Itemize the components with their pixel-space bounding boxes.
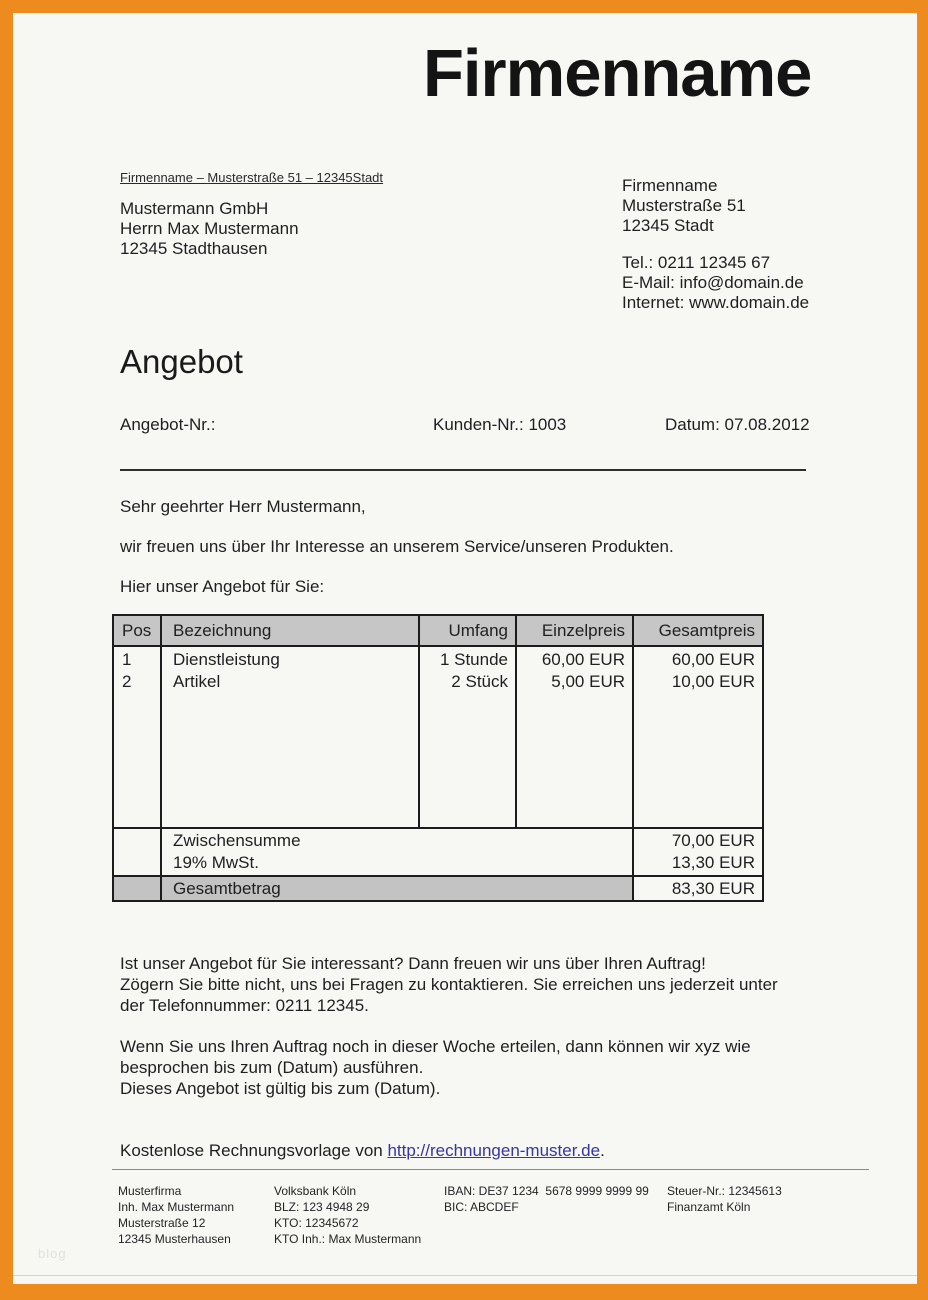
subtotal-label: Zwischensumme	[173, 831, 301, 850]
table-grand-total-row	[114, 875, 762, 900]
company-info-city: 12345 Stadt	[622, 216, 714, 235]
col-unit-price	[517, 647, 634, 827]
table-summary-section	[114, 827, 762, 875]
col-total-price	[634, 647, 762, 827]
document-sheet	[13, 13, 917, 1284]
col-qty	[420, 647, 517, 827]
vat-value: 13,30 EUR	[671, 853, 755, 872]
grand-total-value: 83,30 EUR	[671, 879, 755, 898]
row-name: Dienstleistung	[173, 650, 280, 669]
customer-number: Kunden-Nr.: 1003	[433, 415, 567, 434]
grand-total-label: Gesamtbetrag	[162, 877, 634, 900]
company-info-email: E-Mail: info@domain.de	[622, 273, 804, 292]
footer-tax-column	[667, 1183, 782, 1215]
template-credit-line	[120, 1141, 605, 1161]
company-info-block	[622, 176, 809, 313]
credit-suffix: .	[600, 1141, 605, 1160]
recipient-name: Herrn Max Mustermann	[120, 219, 299, 238]
col-pos	[114, 647, 162, 827]
recipient-company: Mustermann GmbH	[120, 199, 269, 218]
vat-label: 19% MwSt.	[173, 853, 259, 872]
grand-total-pos-spacer	[114, 877, 162, 900]
footer-line: Volksbank Köln	[274, 1184, 357, 1198]
footer-line: IBAN: DE37 1234 5678 9999 9999 99	[444, 1184, 649, 1198]
row-total-price: 60,00 EUR	[671, 650, 755, 669]
footer-line: Finanzamt Köln	[667, 1200, 751, 1214]
footer-line: Steuer-Nr.: 12345613	[667, 1184, 782, 1198]
summary-pos-spacer	[114, 829, 162, 875]
header-pos: Pos	[114, 616, 162, 645]
footer-line: 12345 Musterhausen	[118, 1232, 231, 1246]
footer-company-column	[118, 1183, 234, 1247]
scan-artifact-line	[13, 1275, 917, 1276]
company-info-web: Internet: www.domain.de	[622, 293, 810, 312]
footer-line: BLZ: 123 4948 29	[274, 1200, 370, 1214]
summary-labels	[162, 829, 634, 875]
row-pos: 1	[122, 650, 132, 669]
row-unit-price: 60,00 EUR	[541, 650, 625, 669]
company-info-phone: Tel.: 0211 12345 67	[622, 253, 771, 272]
scan-watermark: blog	[38, 1246, 67, 1261]
horizontal-divider	[120, 469, 806, 471]
template-source-link[interactable]: http://rechnungen-muster.de	[387, 1141, 601, 1160]
footer-iban-column	[444, 1183, 649, 1215]
salutation-line: Sehr geehrter Herr Mustermann,	[120, 497, 366, 516]
row-unit-price: 5,00 EUR	[551, 672, 625, 691]
closing-paragraph-2	[120, 1036, 751, 1099]
row-qty: 2 Stück	[451, 672, 508, 691]
sender-return-address: Firmenname – Musterstraße 51 – 12345Stadt	[120, 170, 384, 185]
offer-number-label: Angebot-Nr.:	[120, 415, 216, 434]
closing-paragraph-1	[120, 953, 778, 1016]
offer-items-table	[112, 614, 764, 902]
company-info-street: Musterstraße 51	[622, 196, 746, 215]
company-info-spacer	[622, 236, 809, 253]
closing-line: besprochen bis zum (Datum) ausführen.	[120, 1058, 424, 1077]
recipient-address-block	[120, 199, 299, 259]
document-meta-row	[120, 415, 810, 437]
intro-line: wir freuen uns über Ihr Interesse an unserem Service/unseren Produkten.	[120, 537, 674, 556]
footer-line: Musterstraße 12	[118, 1216, 206, 1230]
table-header-row	[114, 616, 762, 645]
header-name: Bezeichnung	[162, 616, 420, 645]
closing-line: Zögern Sie bitte nicht, uns bei Fragen zu kontaktieren. Sie erreichen uns jederzeit unter	[120, 975, 778, 994]
closing-line: der Telefonnummer: 0211 12345.	[120, 996, 369, 1015]
footer-bank-column	[274, 1183, 421, 1247]
footer-line: Inh. Max Mustermann	[118, 1200, 235, 1214]
credit-prefix: Kostenlose Rechnungsvorlage von	[120, 1141, 388, 1160]
company-info-name: Firmenname	[622, 176, 718, 195]
footer-divider	[112, 1169, 869, 1170]
col-name	[162, 647, 420, 827]
row-total-price: 10,00 EUR	[671, 672, 755, 691]
document-heading: Angebot	[120, 343, 243, 380]
row-pos: 2	[122, 672, 132, 691]
footer-line: Musterfirma	[118, 1184, 182, 1198]
document-date: Datum: 07.08.2012	[665, 415, 810, 434]
row-qty: 1 Stunde	[439, 650, 508, 669]
closing-line: Dieses Angebot ist gültig bis zum (Datum).	[120, 1079, 441, 1098]
table-body	[114, 645, 762, 827]
offer-lead-line: Hier unser Angebot für Sie:	[120, 577, 325, 596]
footer-line: KTO Inh.: Max Mustermann	[274, 1232, 422, 1246]
subtotal-value: 70,00 EUR	[671, 831, 755, 850]
recipient-city: 12345 Stadthausen	[120, 239, 268, 258]
company-title: Firmenname	[423, 36, 812, 111]
footer-line: KTO: 12345672	[274, 1216, 359, 1230]
header-unit: Einzelpreis	[517, 616, 634, 645]
closing-line: Wenn Sie uns Ihren Auftrag noch in dieser Woche erteilen, dann können wir xyz wie	[120, 1037, 751, 1056]
header-qty: Umfang	[420, 616, 517, 645]
footer-line: BIC: ABCDEF	[444, 1200, 519, 1214]
header-total: Gesamtpreis	[658, 621, 755, 640]
summary-values	[634, 829, 762, 875]
row-name: Artikel	[173, 672, 221, 691]
closing-line: Ist unser Angebot für Sie interessant? Dann freuen wir uns über Ihren Auftrag!	[120, 954, 706, 973]
